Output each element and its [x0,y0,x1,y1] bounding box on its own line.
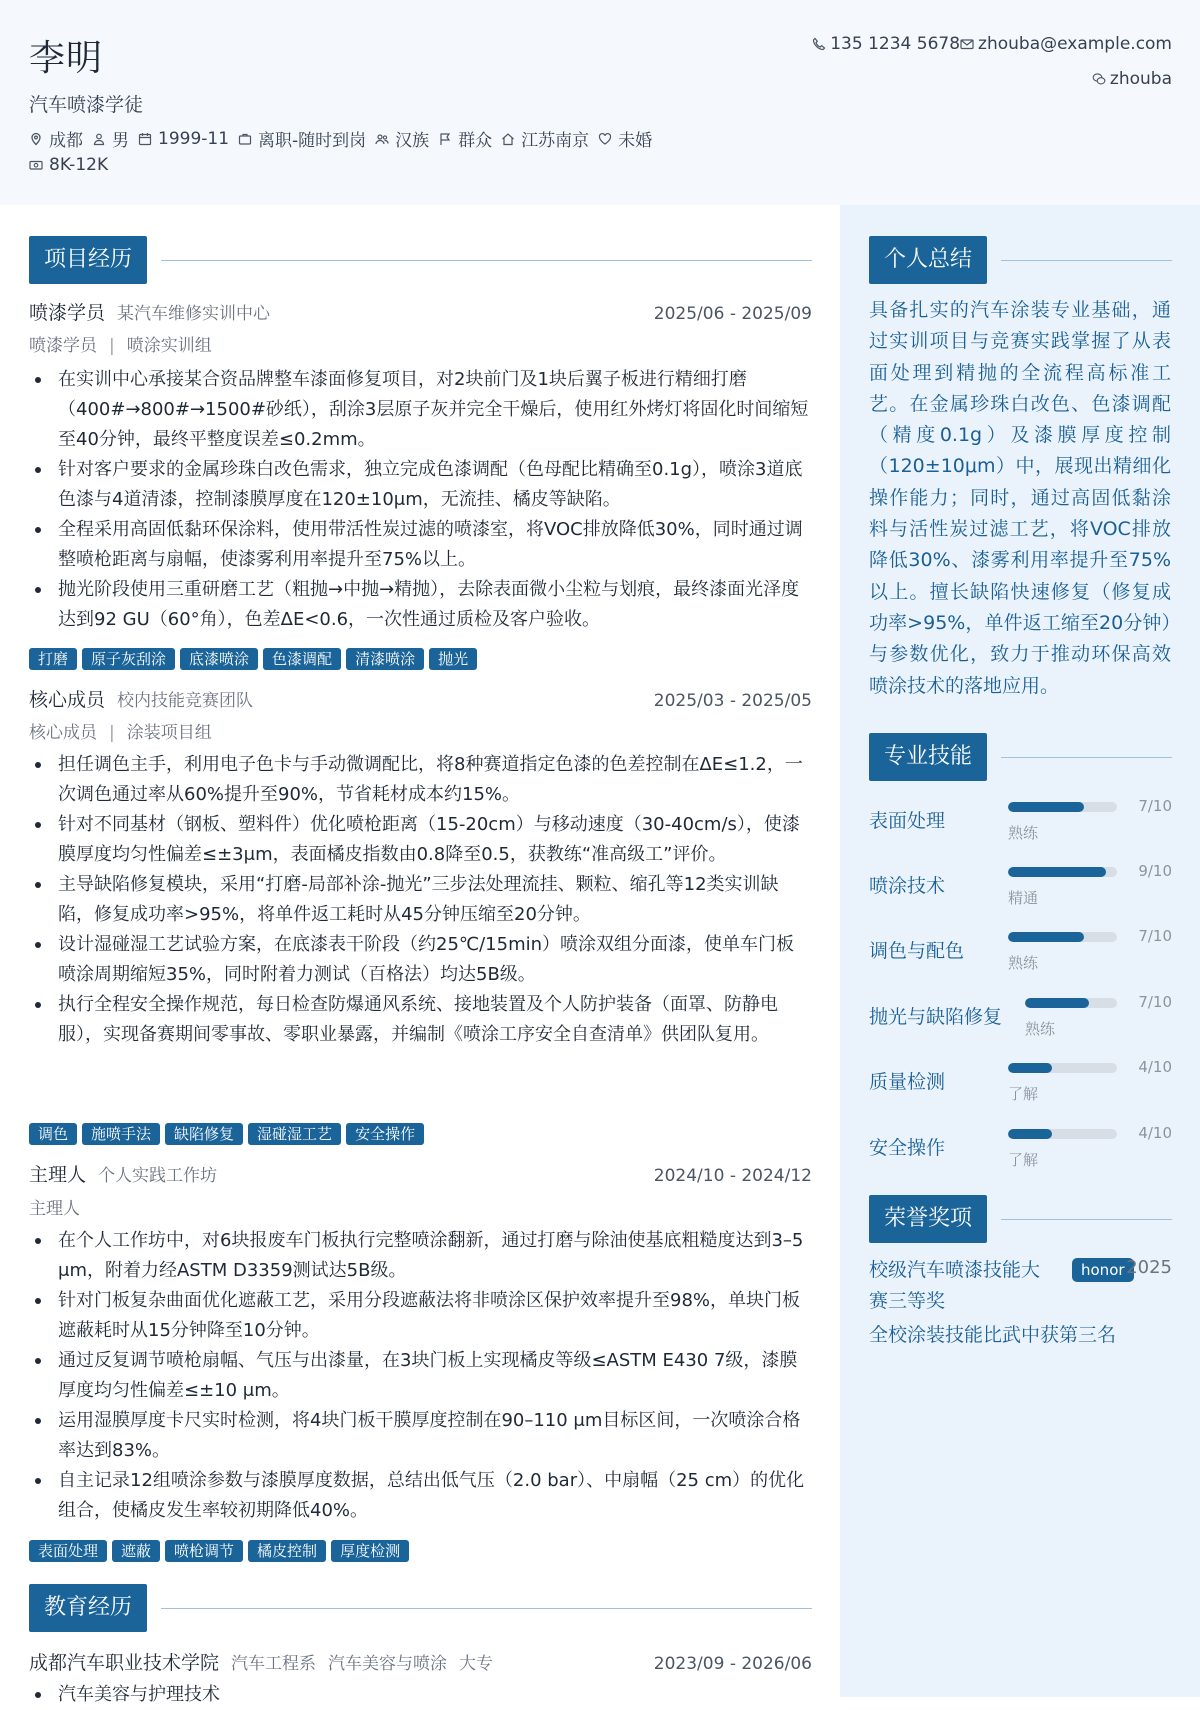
tag: 安全操作 [346,1123,424,1145]
section-education [29,1584,812,1632]
section-title: 项目经历 [29,236,147,284]
project-sub-role: 核心成员 [29,723,97,743]
section-title: 专业技能 [869,733,987,781]
location-icon [29,132,43,146]
home-icon [501,132,515,146]
skill-level: 了解 [1008,1151,1039,1169]
skill-item [869,1124,1172,1189]
info-salary [29,155,108,175]
skill-level: 熟练 [1008,824,1039,842]
tag: 湿碰湿工艺 [248,1123,341,1145]
list-item: 在实训中心承接某合资品牌整车漆面修复项目，对2块前门及1块后翼子板进行精细打磨（400#→800#→1500#砂纸），刮涂3层原子灰并完全干燥后，使用红外烤灯将固化时间缩短至40分钟，最终平整度误差≤0.2mm。 [29,365,812,455]
calendar-icon [138,132,152,146]
skill-bar-fill [1008,1063,1052,1073]
list-item: 担任调色主手，利用电子色卡与手动微调配比，将8种赛道指定色漆的色差控制在ΔE≤1.2，一次调色通过率从60%提升至90%，节省耗材成本约15%。 [29,750,812,810]
skill-level: 熟练 [1025,1020,1056,1038]
project-title: 喷漆学员 [29,302,106,324]
skill-bar-fill [1008,867,1106,877]
section-projects [29,236,812,284]
skill-bar-fill [1025,998,1089,1008]
tag: 遮蔽 [112,1540,160,1562]
project-tags [29,1540,414,1562]
info-salary-text: 8K-12K [49,155,109,175]
tag: 喷枪调节 [165,1540,243,1562]
person-icon [92,132,106,146]
list-item: 抛光阶段使用三重研磨工艺（粗抛→中抛→精抛），去除表面微小尘粒与划痕，最终漆面光泽度达到92 GU（60°角），色差ΔE<0.6，一次性通过质检及客户验收。 [29,575,812,635]
list-item: 设计湿碰湿工艺试验方案，在底漆表干阶段（约25℃/15min）喷涂双组分面漆，使单车门板喷涂周期缩短35%，同时附着力测试（百格法）均达5B级。 [29,930,812,990]
project-sub-group: 涂装项目组 [126,723,212,743]
honor-year: 2025 [1126,1257,1172,1278]
skill-score: 7/10 [1138,993,1172,1011]
skill-name: 调色与配色 [869,940,965,962]
skill-item [869,993,1172,1058]
list-item: 执行全程安全操作规范，每日检查防爆通风系统、接地装置及个人防护装备（面罩、防静电服），实现备赛期间零事故、零职业暴露，并编制《喷涂工序安全自查清单》供团队复用。 [29,990,812,1050]
info-status [238,126,366,151]
list-item: 针对客户要求的金属珍珠白改色需求，独立完成色漆调配（色母配比精确至0.1g），喷涂3道底色漆与4道清漆，控制漆膜厚度在120±10μm，无流挂、橘皮等缺陷。 [29,455,812,515]
project-org: 某汽车维修实训中心 [117,304,271,324]
info-ethnicity-text: 汉族 [395,131,430,151]
skill-name: 安全操作 [869,1137,946,1159]
people-icon [375,132,389,146]
project-subtitle [29,331,212,356]
email-icon [960,37,974,51]
info-political [438,126,492,151]
skill-bar [1008,802,1117,812]
skill-bar [1008,932,1117,942]
section-divider [161,1608,812,1609]
tag: 原子灰刮涂 [82,648,175,670]
education-major: 汽车美容与喷涂 [328,1654,448,1674]
project-date: 2025/06 - 2025/09 [653,304,812,324]
section-title: 个人总结 [869,236,987,284]
list-item: 运用湿膜厚度卡尺实时检测，将4块门板干膜厚度控制在90–110 μm目标区间，一次喷涂合格率达到83%。 [29,1406,812,1466]
separator: | [109,723,115,743]
section-divider [1001,757,1172,758]
project-bullets [29,1226,812,1526]
project-header [29,298,812,325]
salary-row [29,155,117,175]
skill-level: 了解 [1008,1085,1039,1103]
info-gender [92,126,129,151]
section-divider [1001,1219,1172,1220]
list-item: 针对门板复杂曲面优化遮蔽工艺，采用分段遮蔽法将非喷涂区保护效率提升至98%，单块门板遮蔽耗时从15分钟降至10分钟。 [29,1286,812,1346]
skill-bar-fill [1008,802,1084,812]
list-item: 在个人工作坊中，对6块报废车门板执行完整喷涂翻新，通过打磨与除油使基底粗糙度达到3–5 μm，附着力经ASTM D3359测试达5B级。 [29,1226,812,1286]
project-org: 个人实践工作坊 [98,1166,218,1186]
separator: | [109,336,115,356]
honor-item [869,1320,1172,1351]
project-title: 主理人 [29,1164,87,1186]
skill-name: 质量检测 [869,1071,946,1093]
skill-level: 精通 [1008,889,1039,907]
skill-item [869,927,1172,992]
project-sub-group: 喷涂实训组 [126,336,212,356]
skill-score: 4/10 [1138,1058,1172,1076]
skill-bar [1008,1063,1117,1073]
wechat-icon [1092,72,1106,86]
skill-level: 熟练 [1008,954,1039,972]
project-tags [29,648,482,670]
list-item: 汽车美容与护理技术 [29,1680,812,1710]
skill-bar-fill [1008,1129,1052,1139]
skill-item [869,862,1172,927]
honor-title: 校级汽车喷漆技能大赛三等奖 [869,1259,1041,1312]
section-divider [1001,260,1172,261]
project-header [29,1160,812,1187]
skill-name: 抛光与缺陷修复 [869,1006,1003,1028]
project-header [29,685,812,712]
project-sub-role: 喷漆学员 [29,336,97,356]
project-title: 核心成员 [29,689,106,711]
skill-name: 喷涂技术 [869,875,946,897]
summary-text: 具备扎实的汽车涂装专业基础，通过实训项目与竞赛实践掌握了从表面处理到精抛的全流程高标准工艺。在金属珍珠白改色、色漆调配（精度0.1g）及漆膜厚度控制（120±10μm）中，展现出精细化操作能力；同时，通过高固低黏涂料与活性炭过滤工艺，将VOC排放降低30%、漆雾利用率提升至75%以上。擅长缺陷快速修复（修复成功率>95%，单件返工缩至20分钟）与参数优化，致力于推动环保高效喷涂技术的落地应用。 [869,299,1171,697]
section-skills [869,733,1172,781]
skill-score: 7/10 [1138,797,1172,815]
skill-score: 7/10 [1138,927,1172,945]
education-dept: 汽车工程系 [231,1654,317,1674]
skill-item [869,797,1172,862]
list-item: 主导缺陷修复模块，采用“打磨-局部补涂-抛光”三步法处理流挂、颗粒、缩孔等12类实训缺陷，修复成功率>95%，将单件返工耗时从45分钟压缩至20分钟。 [29,870,812,930]
tag: 厚度检测 [331,1540,409,1562]
info-gender-text: 男 [112,131,129,151]
briefcase-icon [238,132,252,146]
email-text[interactable]: zhouba@example.com [978,34,1172,54]
info-hometown-text: 江苏南京 [521,131,590,151]
section-title: 教育经历 [29,1584,147,1632]
wechat-text: zhouba [1109,69,1172,89]
money-icon [29,158,43,172]
project-bullets [29,750,812,1050]
info-location [29,126,83,151]
education-header [29,1648,812,1675]
tag: 调色 [29,1123,77,1145]
candidate-name: 李明 [29,38,104,79]
tag: 清漆喷涂 [346,648,424,670]
project-subtitle [29,718,212,743]
info-ethnicity [375,126,429,151]
education-date: 2023/09 - 2026/06 [653,1654,812,1674]
project-sub-role: 主理人 [29,1199,80,1219]
list-item: 通过反复调节喷枪扇幅、气压与出漆量，在3块门板上实现橘皮等级≤ASTM E430 7级，漆膜厚度均匀性偏差≤±10 μm。 [29,1346,812,1406]
education-bullets [29,1680,812,1710]
list-item: 针对不同基材（钢板、塑料件）优化喷枪距离（15-20cm）与移动速度（30-40cm/s），使漆膜厚度均匀性偏差≤±3μm，表面橘皮指数由0.8降至0.5，获教练“准高级工”评价。 [29,810,812,870]
resume-header [0,0,1200,205]
tag: 抛光 [429,648,477,670]
skill-bar-fill [1008,932,1084,942]
list-item: 全程采用高固低黏环保涂料，使用带活性炭过滤的喷漆室，将VOC排放降低30%，同时通过调整喷枪距离与扇幅，使漆雾利用率提升至75%以上。 [29,515,812,575]
wechat-row [1092,69,1172,89]
info-political-text: 群众 [458,131,493,151]
info-marital [598,126,652,151]
heart-icon [598,132,612,146]
section-title: 荣誉奖项 [869,1195,987,1243]
info-marital-text: 未婚 [618,131,653,151]
tag: 橘皮控制 [248,1540,326,1562]
tag: 施喷手法 [82,1123,160,1145]
info-status-text: 离职-随时到岗 [258,131,367,151]
section-honors [869,1195,1172,1243]
tag: 表面处理 [29,1540,107,1562]
personal-info-row [29,126,661,151]
tag: 色漆调配 [263,648,341,670]
project-org: 校内技能竞赛团队 [117,691,254,711]
skill-score: 4/10 [1138,1124,1172,1142]
section-summary [869,236,1172,284]
candidate-role: 汽车喷漆学徒 [29,94,144,116]
project-subtitle [29,1194,80,1219]
flag-icon [438,132,452,146]
info-location-text: 成都 [49,131,83,151]
phone-icon [812,37,826,51]
honor-item [869,1255,1172,1317]
tag: 底漆喷涂 [180,648,258,670]
education-school: 成都汽车职业技术学院 [29,1652,220,1674]
project-bullets [29,365,812,635]
honor-badge: honor [1072,1258,1134,1282]
education-degree: 大专 [459,1654,494,1674]
skill-item [869,1058,1172,1123]
info-hometown [501,126,589,151]
honor-title: 全校涂装技能比武中获第三名 [869,1324,1117,1346]
skill-bar [1008,867,1117,877]
skill-score: 9/10 [1138,862,1172,880]
skill-name: 表面处理 [869,810,946,832]
tag: 缺陷修复 [165,1123,243,1145]
info-birth-text: 1999-11 [158,128,230,149]
contact-row [812,34,1172,54]
info-birth [138,129,229,149]
skill-bar [1025,998,1117,1008]
skill-bar [1008,1129,1117,1139]
project-date: 2025/03 - 2025/05 [653,691,812,711]
section-divider [161,260,812,261]
tag: 打磨 [29,648,77,670]
phone-text: 135 1234 5678 [830,34,961,54]
list-item: 自主记录12组喷涂参数与漆膜厚度数据，总结出低气压（2.0 bar）、中扇幅（25 cm）的优化组合，使橘皮发生率较初期降低40%。 [29,1466,812,1526]
project-tags [29,1123,429,1145]
project-date: 2024/10 - 2024/12 [653,1166,812,1186]
